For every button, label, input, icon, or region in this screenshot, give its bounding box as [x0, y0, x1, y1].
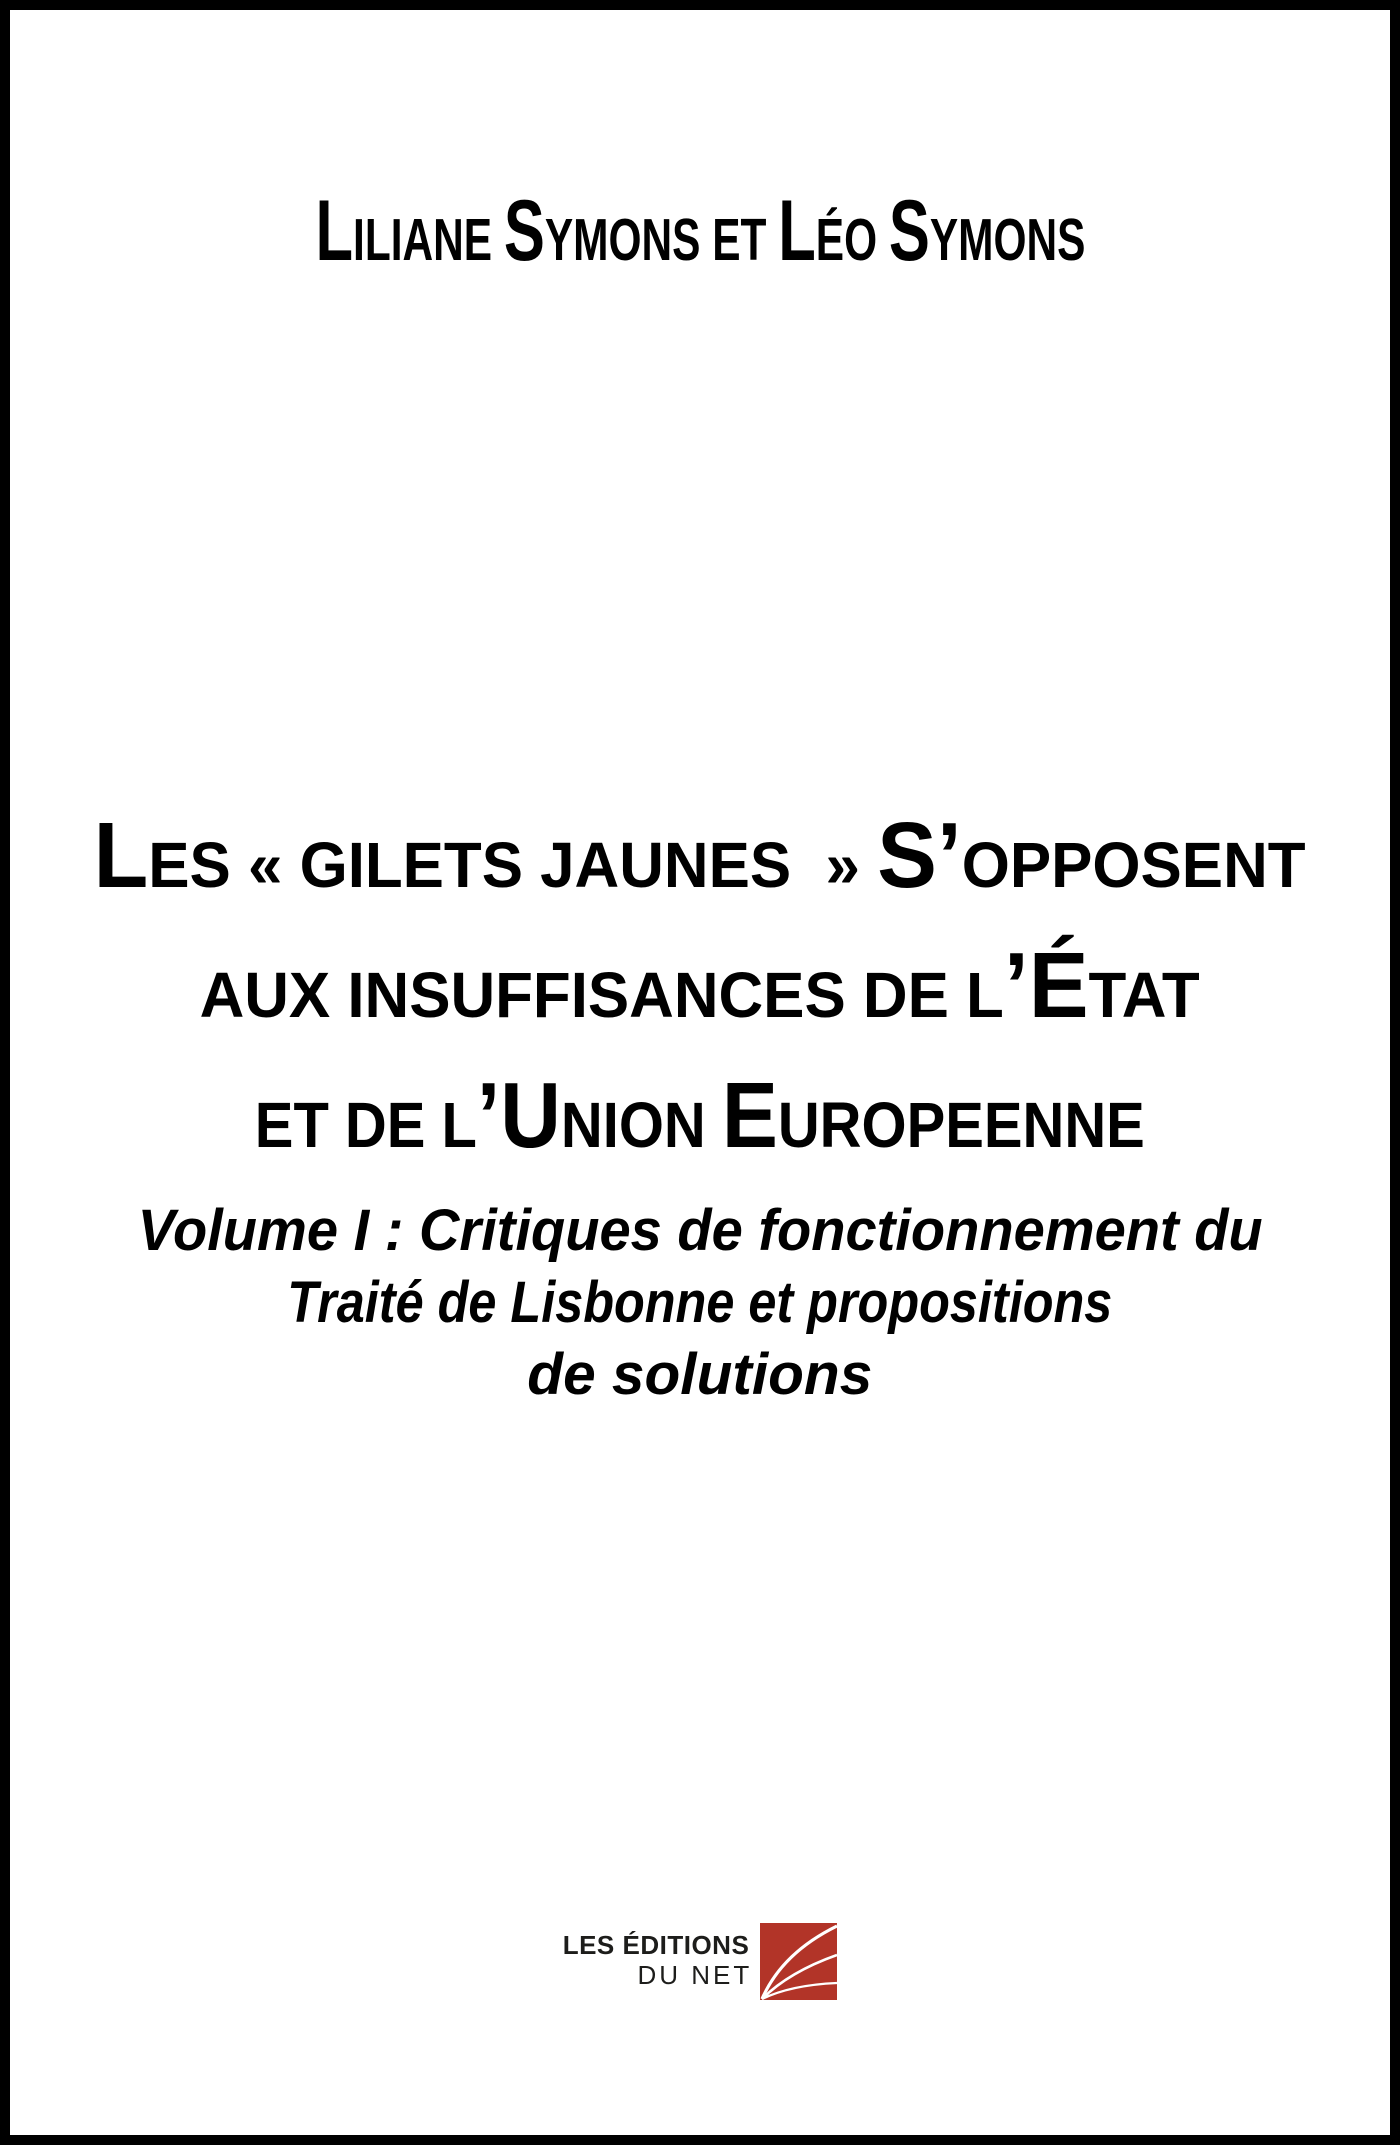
book-title-line-2: AUX INSUFFISANCES DE L’ÉTAT — [199, 933, 1201, 1037]
author-names — [10, 180, 1390, 291]
book-subtitle-line-2: Traité de Lisbonne et propositions — [287, 1270, 1113, 1335]
book-subtitle-line-3: de solutions — [527, 1342, 873, 1407]
book-subtitle-line-1: Volume I : Critiques de fonctionnement du — [137, 1198, 1263, 1263]
book-subtitle — [10, 1195, 1390, 1411]
book-title-line-3: ET DE L’UNION EUROPEENNE — [254, 1063, 1146, 1167]
publisher-name-line1: LES ÉDITIONS — [562, 1930, 750, 1960]
author-names-text: LILIANE SYMONS ET LÉO SYMONS — [315, 183, 1085, 279]
publisher-wordmark — [562, 1923, 753, 1990]
pages-fan-icon — [760, 1923, 837, 2000]
book-title — [10, 795, 1390, 1185]
publisher-logo — [10, 1923, 1390, 2000]
publisher-name-line2: DU NET — [637, 1960, 753, 1990]
book-title-line-1: LES « GILETS JAUNES » S’OPPOSENT — [93, 803, 1307, 907]
